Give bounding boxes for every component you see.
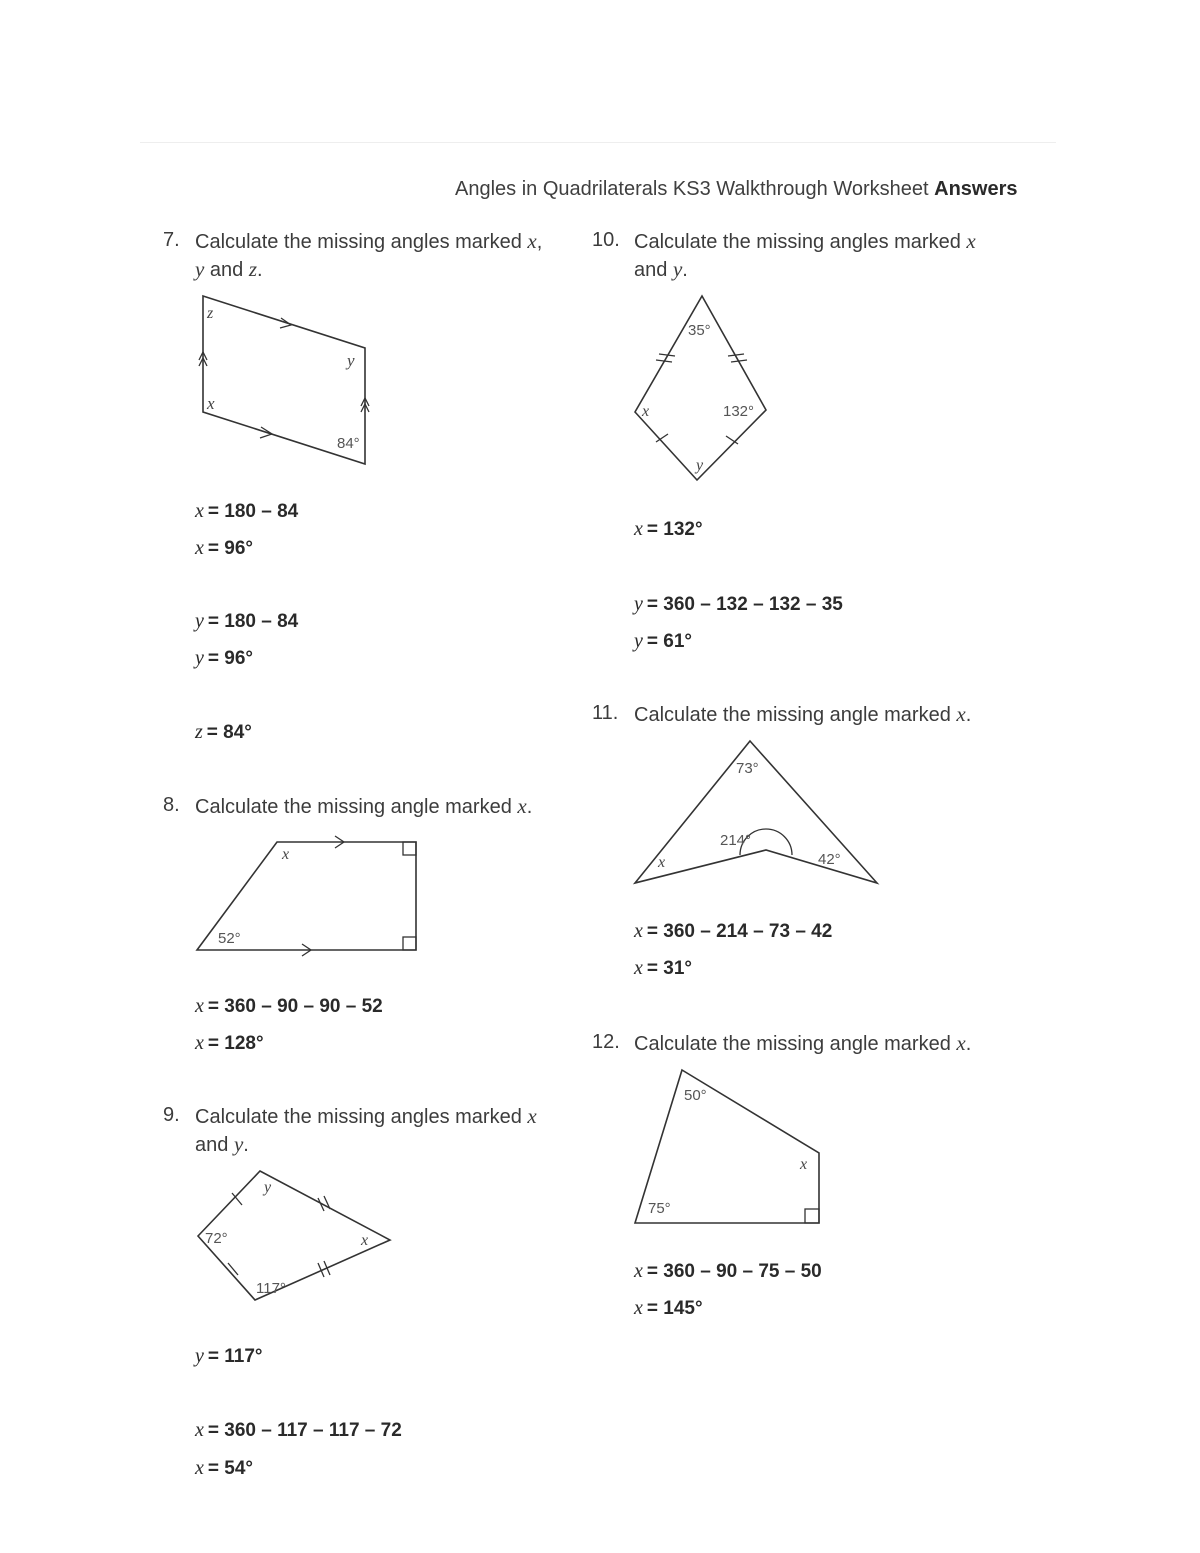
q7-label-y: y <box>347 351 355 370</box>
q12-label-x: x <box>800 1156 808 1173</box>
q10-label-x: x <box>642 403 650 420</box>
q11-label-top: 73° <box>736 760 759 777</box>
q8-right-angle-bottom <box>403 937 416 950</box>
q8-trapezium-diagram <box>190 835 425 960</box>
q9-label-x: x <box>361 1232 369 1249</box>
q8-right-angle-top <box>403 842 416 855</box>
q8-label-x: x <box>282 846 290 863</box>
q10-label-top: 35° <box>688 322 711 339</box>
q8-answer-1: x = 360 – 90 – 90 – 52 <box>195 995 383 1017</box>
q9-number: 9. <box>163 1104 180 1126</box>
q12-right-angle <box>805 1209 819 1223</box>
q10-answer-3: y = 61° <box>634 630 692 652</box>
q9-label-y: y <box>264 1179 272 1196</box>
q9-answer-2: x = 360 – 117 – 117 – 72 <box>195 1419 402 1441</box>
q9-prompt: Calculate the missing angles marked x and y. <box>195 1104 537 1156</box>
q12-prompt: Calculate the missing angle marked x. <box>634 1031 972 1055</box>
q9-double-tick-2b <box>324 1261 330 1275</box>
q7-answer-5: z = 84° <box>195 721 252 743</box>
q9-tick-2 <box>228 1263 238 1275</box>
q10-label-y: y <box>696 457 704 474</box>
q9-label-angle-2: 117° <box>256 1280 286 1297</box>
q12-answer-1: x = 360 – 90 – 75 – 50 <box>634 1260 822 1282</box>
q8-number: 8. <box>163 794 180 816</box>
q9-label-angle-1: 72° <box>205 1230 228 1247</box>
q7-answer-1: x = 180 – 84 <box>195 500 299 522</box>
q10-number: 10. <box>592 229 620 251</box>
q12-label-top: 50° <box>684 1087 707 1104</box>
q12-number: 12. <box>592 1031 620 1053</box>
q10-label-right: 132° <box>723 403 755 420</box>
q10-prompt: Calculate the missing angles marked x and y. <box>634 229 976 281</box>
q7-label-z: z <box>207 305 214 322</box>
q7-answer-3: y = 180 – 84 <box>195 610 299 632</box>
q8-label-angle: 52° <box>218 930 241 947</box>
q7-answer-4: y = 96° <box>195 647 253 669</box>
q12-answer-2: x = 145° <box>634 1297 703 1319</box>
q7-parallelogram-diagram <box>195 288 380 473</box>
page-title: Angles in Quadrilaterals KS3 Walkthrough Worksheet Answers <box>455 178 1018 200</box>
q11-label-right: 42° <box>818 851 841 868</box>
q11-label-reflex: 214° <box>720 832 752 849</box>
q11-answer-2: x = 31° <box>634 957 692 979</box>
q11-label-x: x <box>658 854 666 871</box>
q9-answer-3: x = 54° <box>195 1457 253 1479</box>
q7-prompt: Calculate the missing angles marked x, y and z. <box>195 229 543 281</box>
q10-kite-diagram <box>628 290 773 485</box>
q10-answer-1: x = 132° <box>634 518 703 540</box>
q8-prompt: Calculate the missing angle marked x. <box>195 794 533 818</box>
q7-answer-2: x = 96° <box>195 537 253 559</box>
q12-label-bottom: 75° <box>648 1200 671 1217</box>
q9-answer-1: y = 117° <box>195 1345 263 1367</box>
q9-kite-diagram <box>190 1163 400 1308</box>
q12-quadrilateral-diagram <box>628 1063 828 1228</box>
q11-prompt: Calculate the missing angle marked x. <box>634 702 972 726</box>
q10-answer-2: y = 360 – 132 – 132 – 35 <box>634 593 843 615</box>
q7-label-angle: 84° <box>337 435 360 452</box>
q11-answer-1: x = 360 – 214 – 73 – 42 <box>634 920 833 942</box>
q7-number: 7. <box>163 229 180 251</box>
header-rule <box>140 142 1056 143</box>
q7-label-x: x <box>207 394 215 413</box>
q11-arrowhead-diagram <box>628 735 883 890</box>
q11-number: 11. <box>592 702 619 724</box>
q8-answer-2: x = 128° <box>195 1032 264 1054</box>
